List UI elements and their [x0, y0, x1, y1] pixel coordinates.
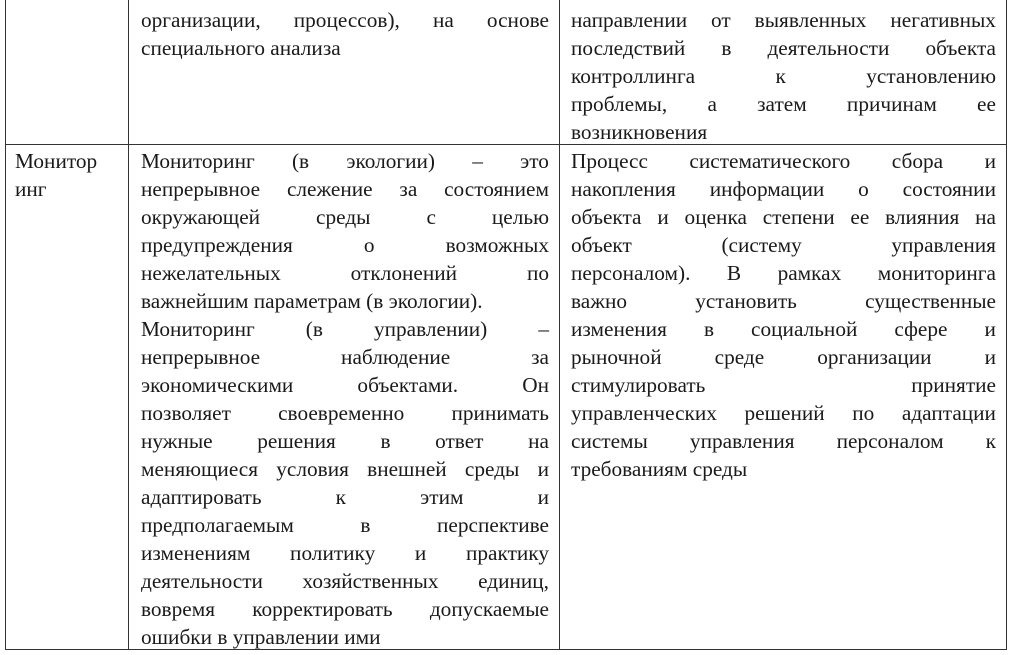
- text-line: адаптировать к этим и: [141, 485, 549, 509]
- table-border-left: [5, 0, 6, 650]
- text-line: Мониторинг (в управлении) –: [141, 317, 549, 341]
- text-line: экономическими объектами. Он: [141, 373, 549, 397]
- text-line: последствий в деятельности объекта: [571, 36, 996, 60]
- text-line: стимулировать принятие: [571, 373, 996, 397]
- cell-top-management: [571, 6, 996, 146]
- text-line: ошибки в управлении ими: [141, 625, 381, 649]
- text-line: позволяет своевременно принимать: [141, 401, 549, 425]
- text-line: управленческих решений по адаптации: [571, 401, 996, 425]
- cell-monitoring-definition: [141, 147, 549, 651]
- text-line: нужные решения в ответ на: [141, 429, 549, 453]
- cell-top-definition: [141, 6, 549, 62]
- text-line: Процесс систематического сбора и: [571, 149, 996, 173]
- text-line: важнейшим параметрам (в экологии).: [141, 289, 483, 313]
- text-line: изменениям политику и практику: [141, 541, 549, 565]
- text-line: контроллинга к установлению: [571, 64, 996, 88]
- text-line: меняющиеся условия внешней среды и: [141, 457, 549, 481]
- table-border-right: [1006, 0, 1007, 650]
- text-line: персоналом). В рамках мониторинга: [571, 261, 996, 285]
- text-line: нежелательных отклонений по: [141, 261, 549, 285]
- text-line: проблемы, а затем причинам ее: [571, 92, 996, 116]
- table-border-col1: [128, 0, 129, 650]
- text-line: возникновения: [571, 120, 708, 144]
- text-line: объект (систему управления: [571, 233, 996, 257]
- text-line: вовремя корректировать допускаемые: [141, 597, 549, 621]
- text-line: изменения в социальной сфере и: [571, 317, 996, 341]
- text-line: инг: [15, 177, 47, 201]
- text-line: предупреждения о возможных: [141, 233, 549, 257]
- text-line: организации, процессов), на основе: [141, 8, 549, 32]
- cell-monitoring-management: [571, 147, 996, 483]
- text-line: деятельности хозяйственных единиц,: [141, 569, 549, 593]
- text-line: Монитор: [15, 149, 98, 173]
- text-line: предполагаемым в перспективе: [141, 513, 549, 537]
- text-line: Мониторинг (в экологии) – это: [141, 149, 549, 173]
- text-line: специального анализа: [141, 36, 341, 60]
- cell-term-monitoring: [15, 147, 123, 203]
- text-line: непрерывное слежение за состоянием: [141, 177, 549, 201]
- text-line: требованиям среды: [571, 457, 748, 481]
- text-line: важно установить существенные: [571, 289, 996, 313]
- text-line: непрерывное наблюдение за: [141, 345, 549, 369]
- text-line: направлении от выявленных негативных: [571, 8, 996, 32]
- text-line: рыночной среде организации и: [571, 345, 996, 369]
- text-line: накопления информации о состоянии: [571, 177, 996, 201]
- text-line: объекта и оценка степени ее влияния на: [571, 205, 996, 229]
- text-line: окружающей среды с целью: [141, 205, 549, 229]
- text-line: системы управления персоналом к: [571, 429, 996, 453]
- document-table: [5, 0, 1007, 650]
- table-border-col2: [559, 0, 560, 650]
